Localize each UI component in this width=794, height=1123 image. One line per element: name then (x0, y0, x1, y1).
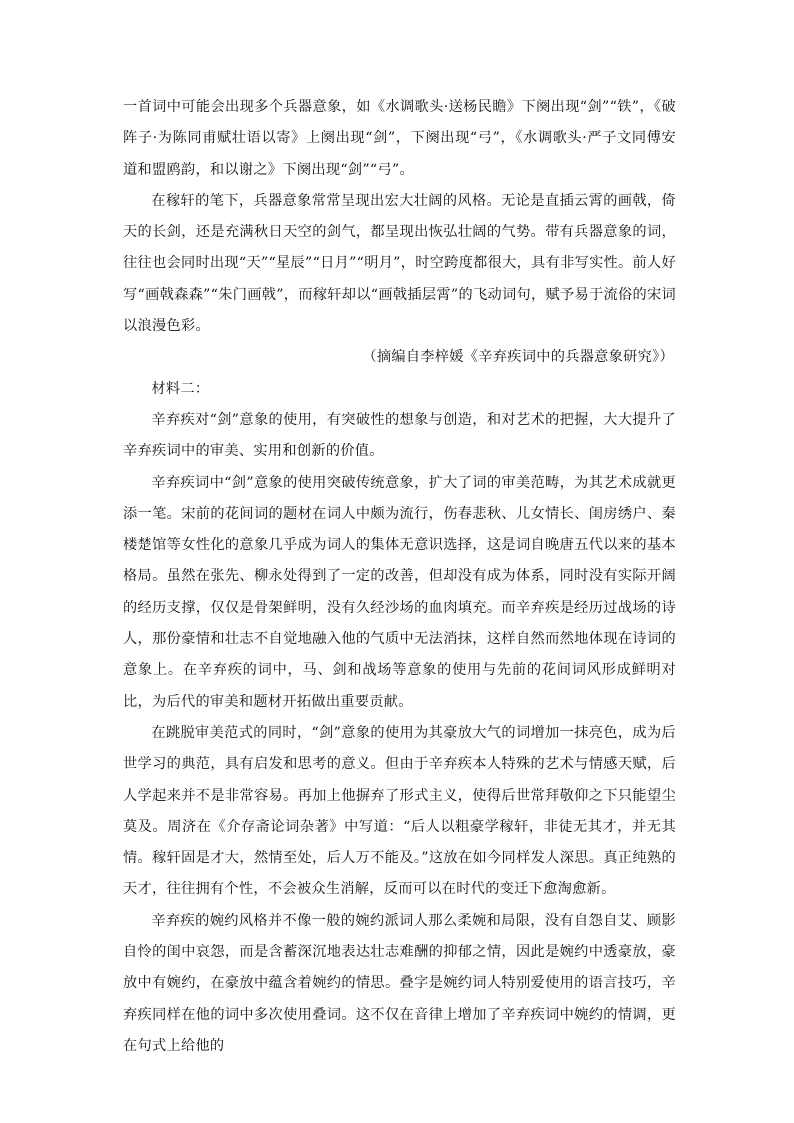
source-citation: （摘编自李梓媛《辛弃疾词中的兵器意象研究》） (362, 349, 674, 366)
paragraph-5: 在跳脱审美范式的同时，“剑”意象的使用为其豪放大气的词增加一抹亮色，成为后世学习的典范，具有启发和思考的意义。但由于辛弃疾本人特殊的艺术与情感天赋，后人学起来并不是非常容易。再加上他摒弃了形式主义，使得后世常拜敬仰之下只能望尘莫及。周济在《介存斋论词杂著》中写道：“后人以粗豪学稼轩，非徒无其才，并无其情。稼轩固是才大，然情至处，后人万不能及。”这放在如今同样发人深思。真正纯熟的天才，往往拥有个性，不会被众生消解，反而可以在时代的变迁下愈淘愈新。 (123, 724, 676, 898)
paragraph-1: 一首词中可能会出现多个兵器意象，如《水调歌头·送杨民瞻》下阕出现“剑”“铁”，《破阵子·为陈同甫赋壮语以寄》上阕出现“剑”，下阕出现“弓”，《水调歌头·严子文同傅安道和盟鸥韵，和以谢之》下阕出现“剑”“弓”。 (123, 99, 676, 178)
document-page (123, 92, 676, 1062)
paragraph-4: 辛弃疾词中“剑”意象的使用突破传统意象，扩大了词的审美范畴，为其艺术成就更添一笔。宋前的花间词的题材在词人中颇为流行，伤春悲秋、儿女情长、闺房绣户、秦楼楚馆等女性化的意象几乎成为词人的集体无意识选择，这是词自晚唐五代以来的基本格局。虽然在张先、柳永处得到了一定的改善，但却没有成为体系，同时没有实际开阔的经历支撑，仅仅是骨架鲜明，没有久经沙场的血肉填充。而辛弃疾是经历过战场的诗人，那份豪情和壮志不自觉地融入他的气质中无法消抹，这样自然而然地体现在诗词的意象上。在辛弃疾的词中，马、剑和战场等意象的使用与先前的花间词风形成鲜明对比，为后代的审美和题材开拓做出重要贡献。 (123, 474, 676, 710)
paragraph-2: 在稼轩的笔下，兵器意象常常呈现出宏大壮阔的风格。无论是直插云霄的画戟，倚天的长剑，还是充满秋日天空的剑气，都呈现出恢弘壮阔的气势。带有兵器意象的词，往往也会同时出现“天”“星辰”“日月”“明月”，时空跨度都很大，具有非写实性。前人好写“画戟森森”“朱门画戟”，而稼轩却以“画戟插层霄”的飞动词句，赋予易于流俗的宋词以浪漫色彩。 (123, 192, 677, 335)
paragraph-6: 辛弃疾的婉约风格并不像一般的婉约派词人那么柔婉和局限，没有自怨自艾、顾影自怜的闺中哀怨，而是含蓄深沉地表达壮志难酬的抑郁之情，因此是婉约中透豪放，豪放中有婉约，在豪放中蕴含着婉约的情思。叠字是婉约词人特别爱使用的语言技巧，辛弃疾同样在他的词中多次使用叠词。这不仅在音律上增加了辛弃疾词中婉约的情调，更在句式上给他的 (123, 912, 676, 1054)
paragraph-3: 辛弃疾对“剑”意象的使用，有突破性的想象与创造，和对艺术的把握，大大提升了辛弃疾词中的审美、实用和创新的价值。 (123, 411, 676, 460)
material-heading: 材料二： (151, 380, 210, 397)
